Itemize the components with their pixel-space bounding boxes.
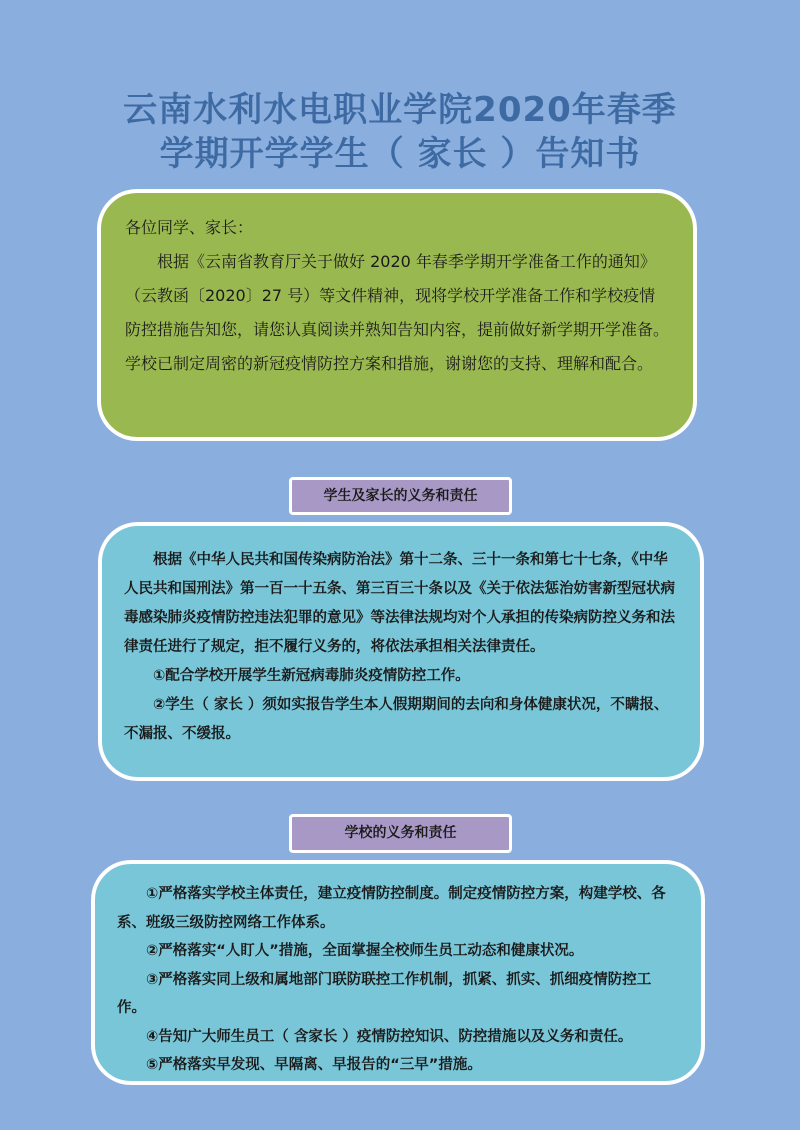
student-duties-item: ①配合学校开展学生新冠病毒肺炎疫情防控工作。 — [153, 668, 470, 684]
school-duties-item: ⑤严格落实早发现、早隔离、早报告的“三早”措施。 — [146, 1057, 482, 1073]
school-duties-box — [91, 860, 705, 1085]
school-duties-item: ①严格落实学校主体责任，建立疫情防控制度。制定疫情防控方案，构建学校、各系、班级三级防控网络工作体系。 — [117, 886, 666, 931]
page-title — [0, 88, 800, 176]
intro-body: 根据《云南省教育厅关于做好 2020 年春季学期开学准备工作的通知》（云教函〔2020〕27 号）等文件精神，现将学校开学准备工作和学校疫情防控措施告知您，请您认真阅读并熟知告知内容，提前做好新学期开学准备。学校已制定周密的新冠疫情防控方案和措施，谢谢您的支持、理解和配合。 — [125, 252, 670, 373]
school-duties-item: ③严格落实同上级和属地部门联防联控工作机制，抓紧、抓实、抓细疫情防控工作。 — [117, 971, 652, 1016]
student-duties-paragraph: 根据《中华人民共和国传染病防治法》第十二条、三十一条和第七十七条，《中华人民共和国刑法》第一百一十五条、第三百三十条以及《关于依法惩治妨害新型冠状病毒感染肺炎疫情防控违法犯罪的意见》等法律法规均对个人承担的传染病防控义务和法律责任进行了规定，拒不履行义务的，将依法承担相关法律责任。 — [124, 552, 675, 655]
school-duties-item: ②严格落实“人盯人”措施，全面掌握全校师生员工动态和健康状况。 — [146, 943, 584, 959]
section-label-student-duties: 学生及家长的义务和责任 — [289, 477, 512, 515]
section-label-school-duties: 学校的义务和责任 — [289, 814, 512, 853]
intro-greeting: 各位同学、家长： — [125, 218, 254, 237]
title-line-1: 云南水利水电职业学院2020年春季 — [123, 90, 677, 130]
student-duties-item: ②学生（ 家长 ）须如实报告学生本人假期期间的去向和身体健康状况，不瞒报、不漏报、不缓报。 — [124, 697, 669, 742]
school-duties-item: ④告知广大师生员工（ 含家长 ）疫情防控知识、防控措施以及义务和责任。 — [146, 1028, 633, 1045]
student-duties-box — [98, 522, 704, 781]
title-line-2: 学期开学学生（ 家长 ）告知书 — [159, 134, 641, 174]
intro-box — [97, 189, 697, 441]
